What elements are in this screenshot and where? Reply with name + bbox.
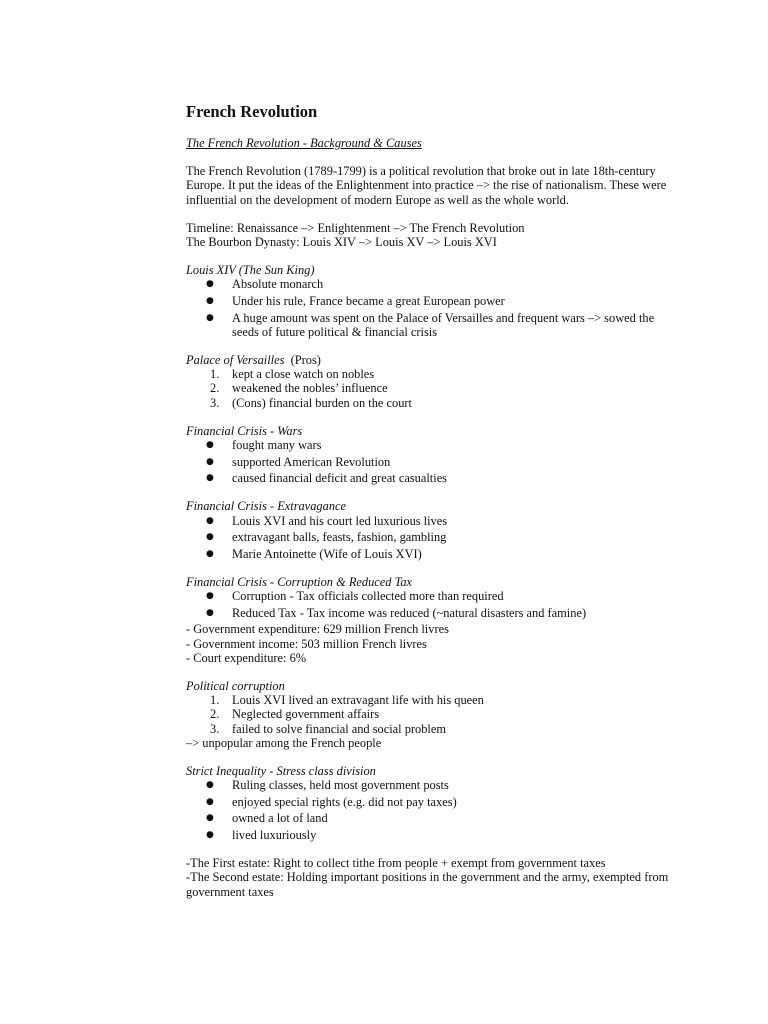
section-heading: Political corruption	[186, 679, 285, 694]
list-text: failed to solve financial and social problem	[232, 721, 447, 736]
section-heading: Louis XIV (The Sun King)	[186, 263, 315, 278]
section-heading: Financial Crisis - Extravagance	[186, 499, 347, 514]
section-versailles	[186, 353, 678, 410]
list-number: 2.	[210, 707, 220, 722]
section-heading-suffix: (Pros)	[284, 353, 321, 368]
list-item	[186, 367, 678, 381]
section-corruption-tax	[186, 575, 678, 665]
list-text: kept a close watch on nobles	[232, 367, 375, 382]
list-item	[186, 693, 678, 707]
list-number: 3.	[210, 395, 220, 410]
list-item: ● Marie Antoinette (Wife of Louis XVI)	[186, 547, 678, 561]
dynasty-line: The Bourbon Dynasty: Louis XIV –> Louis XV –> Louis XVI	[186, 235, 497, 250]
bullet-list	[186, 778, 678, 842]
list-item: ● supported American Revolution	[186, 455, 678, 469]
numbered-list	[186, 367, 678, 410]
text-line: - Government expenditure: 629 million French livres	[186, 622, 449, 637]
list-item: ● Corruption - Tax officials collected more than required	[186, 589, 678, 603]
list-text: (Cons) financial burden on the court	[232, 395, 412, 410]
section-heading: Strict Inequality - Stress class division	[186, 764, 376, 779]
list-number: 2.	[210, 381, 220, 396]
list-number: 1.	[210, 693, 220, 708]
list-item: ● Ruling classes, held most government posts	[186, 778, 678, 792]
list-item: ● Absolute monarch	[186, 277, 678, 291]
section-heading-line	[186, 353, 678, 367]
list-item	[186, 722, 678, 736]
list-text: weakened the nobles’ influence	[232, 381, 388, 396]
numbered-list	[186, 693, 678, 736]
section-heading: Palace of Versailles	[186, 353, 285, 368]
bullet-list	[186, 438, 678, 485]
intro-paragraph: The French Revolution (1789-1799) is a political revolution that broke out in late 18th-century Europe. It put the ideas of the Enlightenment into practice –> the rise of nationalism. These were influential on the development of modern Europe as well as the whole world.	[186, 164, 667, 207]
section-heading: Financial Crisis - Corruption & Reduced Tax	[186, 575, 413, 590]
list-item: ● enjoyed special rights (e.g. did not pay taxes)	[186, 795, 678, 809]
list-item: ● extravagant balls, feasts, fashion, gambling	[186, 530, 678, 544]
bullet-list	[186, 514, 678, 561]
section-political	[186, 679, 678, 750]
list-text: Louis XVI lived an extravagant life with his queen	[232, 693, 484, 708]
list-item	[186, 381, 678, 395]
section-extravagance	[186, 499, 678, 561]
list-item	[186, 707, 678, 721]
list-item: ● A huge amount was spent on the Palace of Versailles and frequent wars –> sowed the seeds of future political & financial crisis	[186, 311, 678, 339]
list-item: ● fought many wars	[186, 438, 678, 452]
list-item: ● Reduced Tax - Tax income was reduced (~natural disasters and famine)	[186, 606, 678, 620]
estate-line: -The First estate: Right to collect tithe from people + exempt from government taxes	[186, 856, 606, 871]
section-estates	[186, 856, 678, 899]
text-line: - Court expenditure: 6%	[186, 650, 307, 665]
section-wars	[186, 424, 678, 486]
page-title: French Revolution	[186, 102, 318, 121]
timeline-block	[186, 221, 678, 249]
section-louis14	[186, 263, 678, 339]
page-subtitle: The French Revolution - Background & Causes	[186, 136, 422, 150]
list-item: ● Louis XVI and his court led luxurious lives	[186, 514, 678, 528]
list-item: ● Under his rule, France became a great European power	[186, 294, 678, 308]
list-number: 1.	[210, 367, 220, 382]
estate-line: -The Second estate: Holding important positions in the government and the army, exempted from government taxes	[186, 870, 669, 899]
text-line: - Government income: 503 million French livres	[186, 636, 427, 651]
timeline-line: Timeline: Renaissance –> Enlightenment –> The French Revolution	[186, 220, 525, 235]
list-item: ● caused financial deficit and great casualties	[186, 471, 678, 485]
list-item: ● owned a lot of land	[186, 811, 678, 825]
list-item	[186, 396, 678, 410]
bullet-list	[186, 589, 678, 620]
list-item: ● lived luxuriously	[186, 828, 678, 842]
conclusion-line: –> unpopular among the French people	[186, 735, 382, 750]
list-number: 3.	[210, 721, 220, 736]
section-heading: Financial Crisis - Wars	[186, 423, 303, 438]
section-inequality	[186, 764, 678, 842]
bullet-list	[186, 277, 678, 339]
list-text: Neglected government affairs	[232, 707, 380, 722]
